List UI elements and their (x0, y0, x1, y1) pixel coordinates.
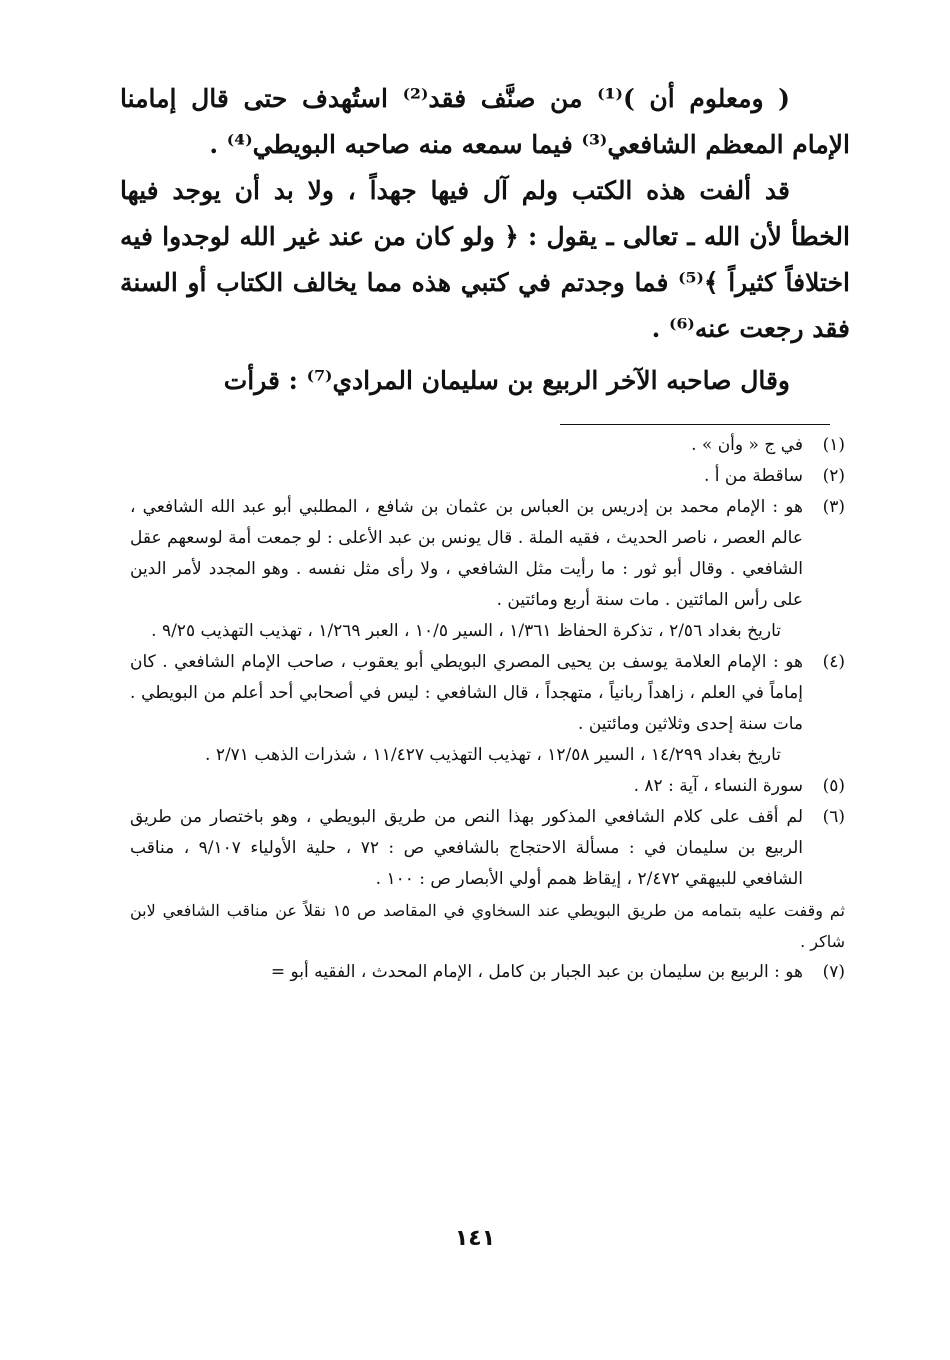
footnote-text: في ج « وأن » . (691, 435, 803, 455)
footnote-number: (٤) (822, 652, 845, 672)
footnote-number: (٥) (822, 776, 845, 796)
footnotes-section (130, 430, 845, 988)
main-paragraph: ( ومعلوم أن )⁽¹⁾ من صنَّف فقد⁽²⁾ استُهدف حتى قال إمامنا الإمام المعظم الشافعي⁽³⁾ فيما سمعه منه صاحبه البويطي⁽⁴⁾ . (120, 84, 850, 159)
footnote-separator (560, 424, 830, 425)
footnote (130, 957, 845, 988)
footnote-number: (١) (822, 435, 845, 455)
footnote-addendum: ثم وقفت عليه بتمامه من طريق البويطي عند السخاوي في المقاصد ص ١٥ نقلاً عن مناقب الشافعي لابن شاكر . (130, 901, 846, 951)
footnote-number: (٢) (822, 466, 845, 486)
footnote-text: هو : الإمام العلامة يوسف بن يحيى المصري البويطي أبو يعقوب ، صاحب الإمام الشافعي . كان إماماً في العلم ، زاهداً ربانياً ، متهجداً ، قال الشافعي : ليس في أصحابي أحد أعلم من البويطي . مات سنة إحدى وثلاثين ومائتين . (130, 652, 803, 734)
footnote (130, 771, 845, 802)
footnote-text: لم أقف على كلام الشافعي المذكور بهذا النص من طريق البويطي ، وهو باختصار من طريق الربيع بن سليمان في : مسألة الاحتجاج بالشافعي ص : ٧٢ ، حلية الأولياء ٩/١٠٧ ، مناقب الشافعي للبيهقي ٢/٤٧٢ ، إيقاظ همم أولي الأبصار ص : ١٠٠ . (130, 807, 804, 889)
footnote (130, 647, 845, 771)
footnote (130, 802, 845, 895)
footnote-reference: تاريخ بغداد ٢/٥٦ ، تذكرة الحفاظ ١/٣٦١ ، السير ١٠/٥ ، العبر ١/٢٦٩ ، تهذيب التهذيب ٩/٢٥ . (151, 621, 781, 641)
footnote (130, 430, 845, 461)
page-number: ١٤١ (454, 1226, 496, 1251)
footnote-text: ساقطة من أ . (704, 466, 803, 486)
footnote-number: (٦) (822, 807, 845, 827)
footnote-text: هو : الربيع بن سليمان بن عبد الجبار بن كامل ، الإمام المحدث ، الفقيه أبو = (270, 962, 803, 982)
main-paragraph: قد ألفت هذه الكتب ولم آل فيها جهداً ، ولا بد أن يوجد فيها الخطأ لأن الله ـ تعالى ـ يقول : ﴿ ولو كان من عند غير الله لوجدوا فيه اختلافاً كثيراً ﴾⁽⁵⁾ فما وجدتم في كتبي هذه مما يخالف الكتاب أو السنة فقد رجعت عنه⁽⁶⁾ . (120, 176, 850, 343)
footnote-number: (٣) (822, 497, 845, 517)
footnote-reference: تاريخ بغداد ١٤/٢٩٩ ، السير ١٢/٥٨ ، تهذيب التهذيب ١١/٤٢٧ ، شذرات الذهب ٢/٧١ . (205, 745, 781, 765)
main-text-body (120, 76, 850, 404)
footnote (130, 461, 845, 492)
footnote-text: هو : الإمام محمد بن إدريس بن العباس بن عثمان بن شافع ، المطلبي أبو عبد الله الشافعي ، عالم العصر ، ناصر الحديث ، فقيه الملة . قال يونس بن عبد الأعلى : لو جمعت أمة لوسعهم عقل الشافعي . وقال أبو ثور : ما رأيت مثل الشافعي ، ولا رأى مثل نفسه . وهو المجدد لأمر الدين على رأس المائتين . مات سنة أربع ومائتين . (130, 497, 803, 610)
footnote (130, 492, 845, 647)
main-paragraph: وقال صاحبه الآخر الربيع بن سليمان المرادي⁽⁷⁾ : قرأت (223, 366, 790, 395)
footnote-number: (٧) (822, 962, 845, 982)
footnote-text: سورة النساء ، آية : ٨٢ . (633, 776, 803, 796)
